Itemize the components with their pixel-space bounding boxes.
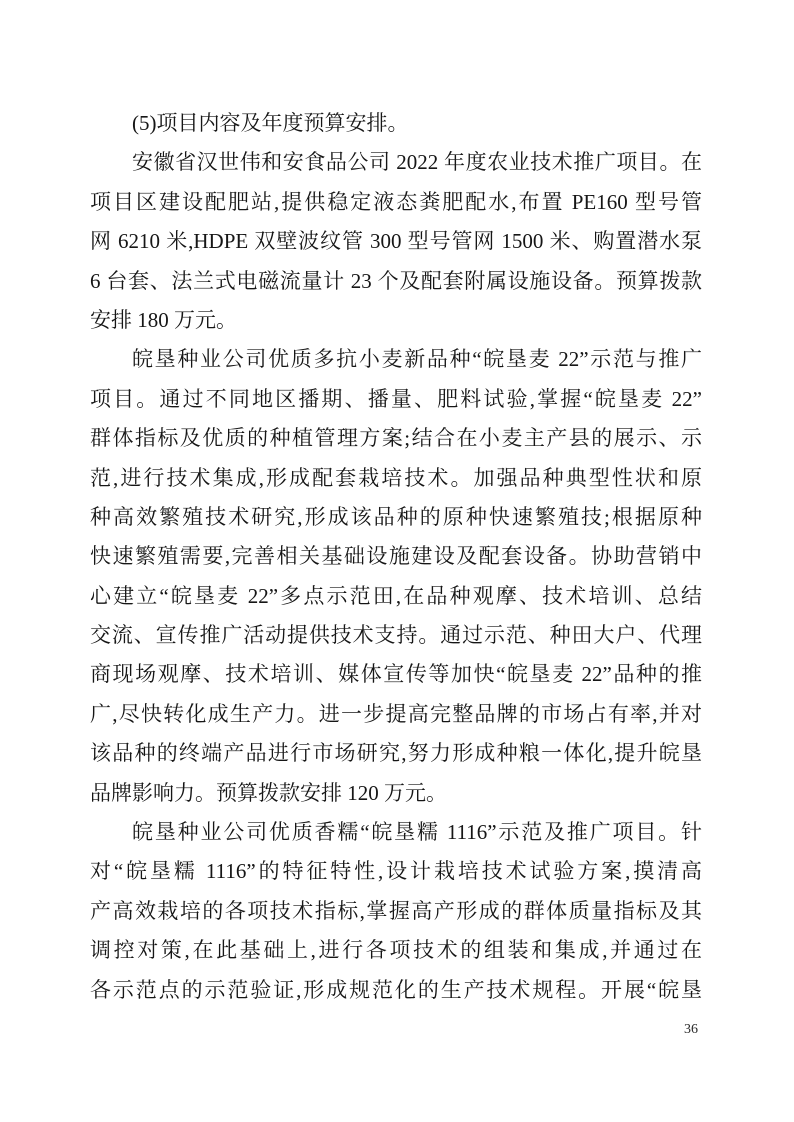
text-line: 快速繁殖需要,完善相关基础设施建设及配套设备。协助营销中 (90, 544, 702, 569)
text-line: 皖垦种业公司优质多抗小麦新品种“皖垦麦 22”示范与推广 (132, 347, 702, 372)
text-line: 品牌影响力。预算拨款安排 120 万元。 (90, 780, 447, 805)
text-line: 安徽省汉世伟和安食品公司 2022 年度农业技术推广项目。在 (132, 150, 702, 175)
text-line: 项目区建设配肥站,提供稳定液态粪肥配水,布置 PE160 型号管 (90, 189, 702, 214)
text-line: 安排 180 万元。 (90, 307, 237, 332)
text-line: 皖垦种业公司优质香糯“皖垦糯 1116”示范及推广项目。针 (132, 820, 702, 845)
text-line: 调控对策,在此基础上,进行各项技术的组装和集成,并通过在 (90, 938, 702, 963)
text-line: 该品种的终端产品进行市场研究,努力形成种粮一体化,提升皖垦 (90, 741, 702, 766)
text-line: 项目。通过不同地区播期、播量、肥料试验,掌握“皖垦麦 22” (90, 386, 702, 411)
text-line: 广,尽快转化成生产力。进一步提高完整品牌的市场占有率,并对 (90, 701, 702, 726)
text-line: 范,进行技术集成,形成配套栽培技术。加强品种典型性状和原 (90, 465, 702, 490)
text-line: 网 6210 米,HDPE 双壁波纹管 300 型号管网 1500 米、购置潜水泵 (90, 229, 702, 254)
text-line: 6 台套、法兰式电磁流量计 23 个及配套附属设施设备。预算拨款 (90, 268, 702, 293)
heading-line: (5)项目内容及年度预算安排。 (132, 111, 409, 135)
text-line: 心建立“皖垦麦 22”多点示范田,在品种观摩、技术培训、总结 (90, 583, 702, 608)
text-line: 商现场观摩、技术培训、媒体宣传等加快“皖垦麦 22”品种的推 (90, 662, 702, 687)
text-line: 各示范点的示范验证,形成规范化的生产技术规程。开展“皖垦 (90, 977, 702, 1002)
text-line: 对“皖垦糯 1116”的特征特性,设计栽培技术试验方案,摸清高 (90, 859, 702, 884)
document-body (90, 104, 702, 1010)
page-number: 36 (684, 1022, 698, 1037)
text-line: 产高效栽培的各项技术指标,掌握高产形成的群体质量指标及其 (90, 898, 702, 923)
text-line: 交流、宣传推广活动提供技术支持。通过示范、种田大户、代理 (90, 623, 702, 648)
text-line: 种高效繁殖技术研究,形成该品种的原种快速繁殖技;根据原种 (90, 504, 702, 529)
text-line: 群体指标及优质的种植管理方案;结合在小麦主产县的展示、示 (90, 426, 702, 451)
